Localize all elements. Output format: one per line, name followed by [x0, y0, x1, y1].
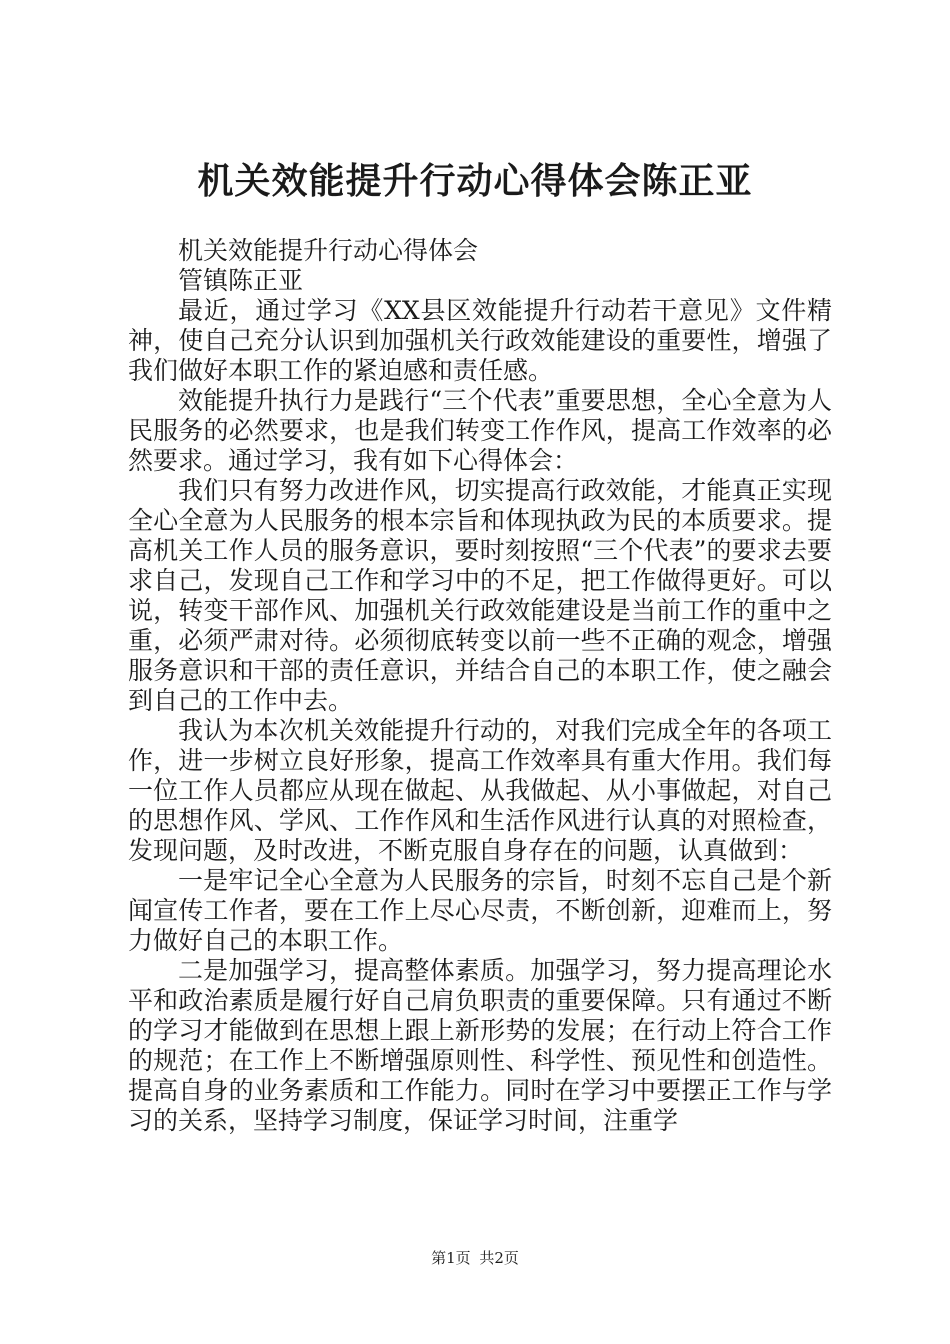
body-paragraph: 我认为本次机关效能提升行动的，对我们完成全年的各项工作，进一步树立良好形象，提高工作效率具有重大作用。我们每一位工作人员都应从现在做起、从我做起、从小事做起，对自己的思想作风、学风、工作作风和生活作风进行认真的对照检查，发现问题，及时改进，不断克服自身存在的问题，认真做到：	[128, 716, 832, 865]
body-paragraph: 一是牢记全心全意为人民服务的宗旨，时刻不忘自己是个新闻宣传工作者，要在工作上尽心尽责，不断创新，迎难而上，努力做好自己的本职工作。	[128, 866, 832, 955]
page-footer	[0, 1248, 950, 1268]
document-title: 机关效能提升行动心得体会陈正亚	[197, 161, 753, 202]
document-body	[128, 236, 832, 1136]
body-paragraph: 二是加强学习，提高整体素质。加强学习，努力提高理论水平和政治素质是履行好自己肩负职责的重要保障。只有通过不断的学习才能做到在思想上跟上新形势的发展；在行动上符合工作的规范；在工作上不断增强原则性、科学性、预见性和创造性。提高自身的业务素质和工作能力。同时在学习中要摆正工作与学习的关系，坚持学习制度，保证学习时间，注重学	[128, 956, 832, 1135]
author-paragraph: 管镇陈正亚	[178, 266, 304, 295]
subtitle-paragraph: 机关效能提升行动心得体会	[178, 236, 479, 265]
page-number: 第1页	[431, 1249, 471, 1267]
body-paragraph: 效能提升执行力是践行“三个代表”重要思想，全心全意为人民服务的必然要求，也是我们转变工作作风，提高工作效率的必然要求。通过学习，我有如下心得体会：	[128, 386, 832, 475]
page-total: 共2页	[479, 1249, 519, 1267]
body-paragraph: 最近，通过学习《XX县区效能提升行动若干意见》文件精神，使自己充分认识到加强机关行政效能建设的重要性，增强了我们做好本职工作的紧迫感和责任感。	[128, 296, 832, 385]
body-paragraph: 我们只有努力改进作风，切实提高行政效能，才能真正实现全心全意为人民服务的根本宗旨和体现执政为民的本质要求。提高机关工作人员的服务意识，要时刻按照“三个代表”的要求去要求自己，发现自己工作和学习中的不足，把工作做得更好。可以说，转变干部作风、加强机关行政效能建设是当前工作的重中之重，必须严肃对待。必须彻底转变以前一些不正确的观念，增强服务意识和干部的责任意识，并结合自己的本职工作，使之融会到自己的工作中去。	[128, 476, 832, 715]
